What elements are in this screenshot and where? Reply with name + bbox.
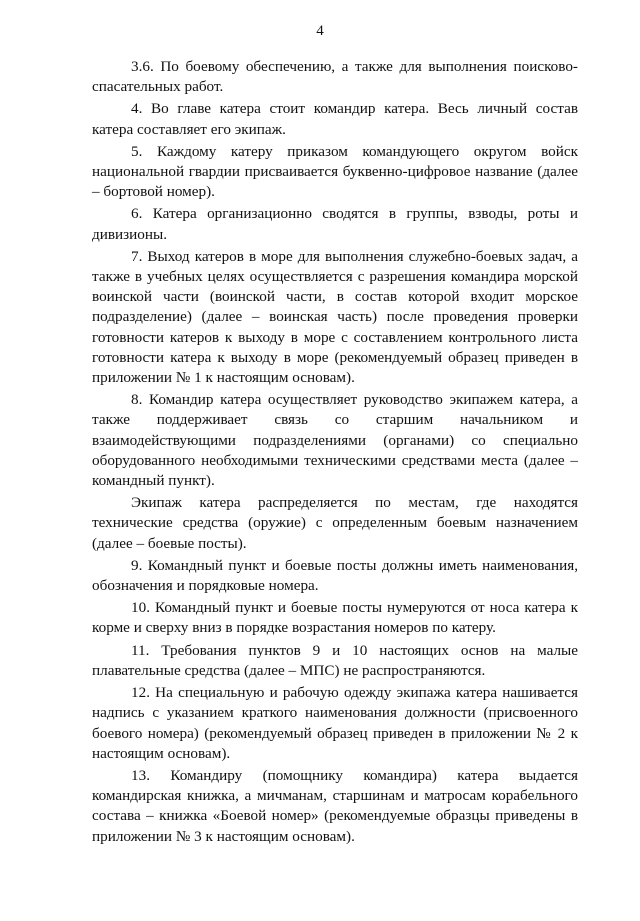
- paragraph-8: 8. Командир катера осуществляет руководство экипажем катера, а также поддерживает связь со старшим начальником и взаимодействующими подразделениями (органами) со специально оборудованного необходимыми техническими средствами места (далее – командный пункт).: [92, 391, 578, 490]
- page-number: 4: [316, 23, 324, 39]
- paragraph-3-6: 3.6. По боевому обеспечению, а также для выполнения поисково-спасательных работ.: [92, 58, 578, 96]
- paragraph-9: 9. Командный пункт и боевые посты должны иметь наименования, обозначения и порядковые номера.: [92, 556, 578, 595]
- paragraph-12: 12. На специальную и рабочую одежду экипажа катера нашивается надпись с указанием краткого наименования должности (присвоенного боевого номера) (рекомендуемый образец приведен в приложении № 2 к настоящим основам).: [92, 684, 578, 762]
- paragraph-7: 7. Выход катеров в море для выполнения служебно-боевых задач, а также в учебных целях осуществляется с разрешения командира морской воинской части (воинской части, в состав которой входит морское подразделение) (далее – воинская часть) после проведения проверки готовности катеров к выходу в море с составлением контрольного листа готовности катера к выходу в море (рекомендуемый образец приведен в приложении № 1 к настоящим основам).: [92, 247, 578, 387]
- paragraph-6: 6. Катера организационно сводятся в группы, взводы, роты и дивизионы.: [92, 205, 578, 243]
- paragraph-8-crew: Экипаж катера распределяется по местам, где находятся технические средства (оружие) с определенным боевым назначением (далее – боевые посты).: [92, 494, 578, 552]
- paragraph-10: 10. Командный пункт и боевые посты нумеруются от носа катера к корме и сверху вниз в порядке возрастания номеров по катеру.: [92, 599, 578, 637]
- paragraph-5: 5. Каждому катеру приказом командующего округом войск национальной гвардии присваивается буквенно-цифровое название (далее – бортовой номер).: [92, 142, 578, 201]
- document-body: [92, 57, 578, 849]
- paragraph-13: 13. Командиру (помощнику командира) катера выдается командирская книжка, а мичманам, старшинам и матросам корабельного состава – книжка «Боевой номер» (рекомендуемые образцы приведены в приложении № 3 к настоящим основам).: [92, 766, 578, 845]
- paragraph-4: 4. Во главе катера стоит командир катера. Весь личный состав катера составляет его экипаж.: [92, 100, 578, 138]
- paragraph-11: 11. Требования пунктов 9 и 10 настоящих основ на малые плавательные средства (далее – МПС) не распространяются.: [92, 641, 578, 679]
